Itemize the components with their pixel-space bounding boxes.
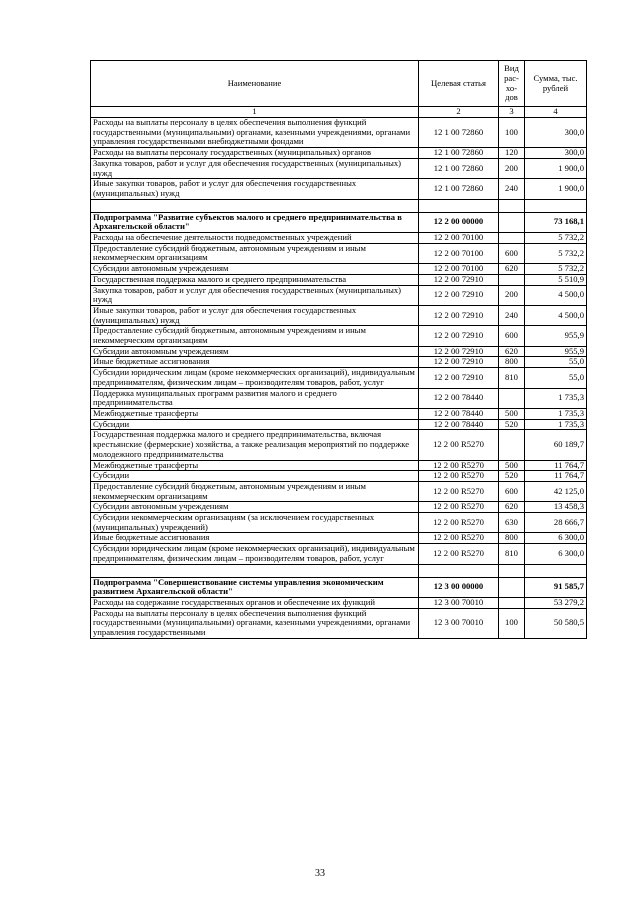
row-target-article-cell: 12 2 00 78440 [419, 408, 499, 419]
row-name-cell: Межбюджетные трансферты [91, 408, 419, 419]
row-name-cell: Иные бюджетные ассигнования [91, 357, 419, 368]
row-expense-kind-cell: 520 [499, 419, 525, 430]
row-amount-cell: 6 300,0 [525, 544, 587, 564]
row-name-cell: Расходы на выплаты персоналу в целях обеспечения выполнения функций государственными (муниципальными) органами, казенными учреждениями, органами управления государственными [91, 608, 419, 638]
table-row [91, 481, 587, 501]
row-amount-cell: 11 764,7 [525, 471, 587, 482]
row-amount-cell: 53 279,2 [525, 597, 587, 608]
table-row [91, 357, 587, 368]
row-expense-kind-cell [499, 212, 525, 232]
row-name-cell: Подпрограмма "Развитие субъектов малого и среднего предпринимательства в Архангельской области" [91, 212, 419, 232]
row-expense-kind-cell: 810 [499, 368, 525, 388]
row-target-article-cell: 12 2 00 R5270 [419, 502, 499, 513]
row-target-article-cell: 12 2 00 72910 [419, 285, 499, 305]
table-row [91, 460, 587, 471]
row-amount-cell: 5 732,2 [525, 243, 587, 263]
table-row [91, 502, 587, 513]
row-target-article-cell: 12 2 00 78440 [419, 419, 499, 430]
subprogram-row [91, 577, 587, 597]
row-target-article-cell: 12 2 00 72910 [419, 357, 499, 368]
header-row [91, 61, 587, 107]
table-row [91, 368, 587, 388]
row-target-article-cell: 12 2 00 R5270 [419, 460, 499, 471]
column-number: 1 [91, 107, 419, 118]
row-target-article-cell: 12 2 00 72910 [419, 326, 499, 346]
row-name-cell: Субсидии автономным учреждениям [91, 346, 419, 357]
row-amount-cell: 5 732,2 [525, 264, 587, 275]
spacer-row [91, 564, 587, 577]
row-amount-cell: 6 300,0 [525, 533, 587, 544]
row-expense-kind-cell: 600 [499, 243, 525, 263]
row-expense-kind-cell: 500 [499, 408, 525, 419]
row-expense-kind-cell: 200 [499, 158, 525, 178]
row-name-cell: Иные закупки товаров, работ и услуг для обеспечения государственных (муниципальных) нужд [91, 305, 419, 325]
row-name-cell: Субсидии автономным учреждениям [91, 264, 419, 275]
column-number: 4 [525, 107, 587, 118]
row-expense-kind-cell: 600 [499, 326, 525, 346]
row-amount-cell: 1 900,0 [525, 158, 587, 178]
row-amount-cell: 60 189,7 [525, 430, 587, 460]
row-expense-kind-cell: 240 [499, 305, 525, 325]
row-name-cell: Предоставление субсидий бюджетным, автономным учреждениям и иным некоммерческим организациям [91, 243, 419, 263]
spacer-row [91, 199, 587, 212]
row-amount-cell: 1 735,3 [525, 388, 587, 408]
row-expense-kind-cell: 620 [499, 264, 525, 275]
table-row [91, 158, 587, 178]
row-amount-cell: 42 125,0 [525, 481, 587, 501]
table-row [91, 264, 587, 275]
table-row [91, 544, 587, 564]
row-amount-cell: 1 900,0 [525, 179, 587, 199]
column-number: 3 [499, 107, 525, 118]
row-amount-cell: 1 735,3 [525, 419, 587, 430]
row-name-cell: Субсидии некоммерческим организациям (за исключением государственных (муниципальных) учреждений) [91, 513, 419, 533]
row-name-cell: Поддержка муниципальных программ развития малого и среднего предпринимательства [91, 388, 419, 408]
row-target-article-cell: 12 2 00 R5270 [419, 533, 499, 544]
row-amount-cell: 4 500,0 [525, 305, 587, 325]
row-amount-cell: 11 764,7 [525, 460, 587, 471]
row-expense-kind-cell: 520 [499, 471, 525, 482]
row-target-article-cell: 12 3 00 00000 [419, 577, 499, 597]
row-name-cell: Расходы на содержание государственных органов и обеспечение их функций [91, 597, 419, 608]
table-row [91, 285, 587, 305]
table-row [91, 326, 587, 346]
row-target-article-cell: 12 2 00 R5270 [419, 544, 499, 564]
row-target-article-cell: 12 2 00 72910 [419, 368, 499, 388]
row-expense-kind-cell [499, 597, 525, 608]
row-amount-cell: 28 666,7 [525, 513, 587, 533]
row-target-article-cell: 12 2 00 72910 [419, 274, 499, 285]
row-amount-cell: 55,0 [525, 368, 587, 388]
row-target-article-cell: 12 2 00 R5270 [419, 513, 499, 533]
row-expense-kind-cell: 240 [499, 179, 525, 199]
row-expense-kind-cell: 100 [499, 118, 525, 148]
row-target-article-cell: 12 1 00 72860 [419, 158, 499, 178]
row-expense-kind-cell [499, 388, 525, 408]
row-amount-cell: 5 732,2 [525, 233, 587, 244]
row-expense-kind-cell: 100 [499, 608, 525, 638]
table-row [91, 471, 587, 482]
spacer-cell [419, 564, 499, 577]
row-name-cell: Закупка товаров, работ и услуг для обеспечения государственных (муниципальных) нужд [91, 158, 419, 178]
row-name-cell: Субсидии [91, 471, 419, 482]
spacer-cell [499, 199, 525, 212]
spacer-cell [91, 564, 419, 577]
row-name-cell: Закупка товаров, работ и услуг для обеспечения государственных (муниципальных) нужд [91, 285, 419, 305]
row-target-article-cell: 12 3 00 70010 [419, 597, 499, 608]
table-row [91, 346, 587, 357]
table-row [91, 419, 587, 430]
header-name: Наименование [91, 61, 419, 107]
row-amount-cell: 1 735,3 [525, 408, 587, 419]
row-target-article-cell: 12 2 00 70100 [419, 233, 499, 244]
spacer-cell [499, 564, 525, 577]
header-sum: Сумма, тыс. рублей [525, 61, 587, 107]
row-expense-kind-cell: 200 [499, 285, 525, 305]
row-name-cell: Межбюджетные трансферты [91, 460, 419, 471]
row-target-article-cell: 12 1 00 72860 [419, 148, 499, 159]
row-target-article-cell: 12 1 00 72860 [419, 179, 499, 199]
row-amount-cell: 5 510,9 [525, 274, 587, 285]
row-expense-kind-cell [499, 233, 525, 244]
table-row [91, 233, 587, 244]
row-expense-kind-cell: 620 [499, 502, 525, 513]
row-amount-cell: 300,0 [525, 118, 587, 148]
row-name-cell: Предоставление субсидий бюджетным, автономным учреждениям и иным некоммерческим организациям [91, 481, 419, 501]
row-expense-kind-cell: 630 [499, 513, 525, 533]
row-target-article-cell: 12 2 00 R5270 [419, 471, 499, 482]
row-target-article-cell: 12 2 00 R5270 [419, 481, 499, 501]
row-name-cell: Субсидии автономным учреждениям [91, 502, 419, 513]
table-row [91, 408, 587, 419]
spacer-cell [525, 564, 587, 577]
page-number: 33 [315, 868, 325, 879]
row-name-cell: Субсидии юридическим лицам (кроме некоммерческих организаций), индивидуальным предпринимателям, физическим лицам – производителям товаров, работ, услуг [91, 544, 419, 564]
header-target-article: Целевая статья [419, 61, 499, 107]
row-amount-cell: 91 585,7 [525, 577, 587, 597]
row-target-article-cell: 12 2 00 72910 [419, 305, 499, 325]
row-target-article-cell: 12 2 00 72910 [419, 346, 499, 357]
row-name-cell: Подпрограмма "Совершенствование системы управления экономическим развитием Архангельской области" [91, 577, 419, 597]
table-row [91, 513, 587, 533]
row-expense-kind-cell: 620 [499, 346, 525, 357]
row-target-article-cell: 12 2 00 78440 [419, 388, 499, 408]
row-expense-kind-cell: 500 [499, 460, 525, 471]
row-expense-kind-cell: 810 [499, 544, 525, 564]
budget-table [90, 60, 587, 639]
row-target-article-cell: 12 2 00 70100 [419, 243, 499, 263]
subprogram-row [91, 212, 587, 232]
table-row [91, 148, 587, 159]
spacer-cell [525, 199, 587, 212]
column-number: 2 [419, 107, 499, 118]
header-expense-kind: Вид рас- хо- дов [499, 61, 525, 107]
row-name-cell: Предоставление субсидий бюджетным, автономным учреждениям и иным некоммерческим организациям [91, 326, 419, 346]
table-row [91, 274, 587, 285]
column-number-row [91, 107, 587, 118]
table-row [91, 533, 587, 544]
table-row [91, 118, 587, 148]
row-expense-kind-cell: 800 [499, 533, 525, 544]
row-target-article-cell: 12 3 00 70010 [419, 608, 499, 638]
row-amount-cell: 300,0 [525, 148, 587, 159]
row-amount-cell: 73 168,1 [525, 212, 587, 232]
row-expense-kind-cell: 120 [499, 148, 525, 159]
row-name-cell: Субсидии [91, 419, 419, 430]
row-expense-kind-cell [499, 430, 525, 460]
spacer-cell [419, 199, 499, 212]
table-row [91, 608, 587, 638]
row-amount-cell: 955,9 [525, 326, 587, 346]
table-row [91, 430, 587, 460]
row-name-cell: Иные закупки товаров, работ и услуг для обеспечения государственных (муниципальных) нужд [91, 179, 419, 199]
row-name-cell: Государственная поддержка малого и среднего предпринимательства, включая крестьянские (фермерские) хозяйства, а также реализация мероприятий по поддержке молодежного предпринимательства [91, 430, 419, 460]
table-row [91, 388, 587, 408]
row-target-article-cell: 12 1 00 72860 [419, 118, 499, 148]
row-expense-kind-cell: 800 [499, 357, 525, 368]
row-target-article-cell: 12 2 00 00000 [419, 212, 499, 232]
spacer-cell [91, 199, 419, 212]
row-name-cell: Субсидии юридическим лицам (кроме некоммерческих организаций), индивидуальным предпринимателям, физическим лицам – производителям товаров, работ, услуг [91, 368, 419, 388]
row-target-article-cell: 12 2 00 R5270 [419, 430, 499, 460]
row-target-article-cell: 12 2 00 70100 [419, 264, 499, 275]
row-expense-kind-cell [499, 274, 525, 285]
row-name-cell: Государственная поддержка малого и среднего предпринимательства [91, 274, 419, 285]
table-row [91, 243, 587, 263]
row-name-cell: Расходы на выплаты персоналу государственных (муниципальных) органов [91, 148, 419, 159]
row-amount-cell: 955,9 [525, 346, 587, 357]
table-row [91, 305, 587, 325]
row-name-cell: Расходы на выплаты персоналу в целях обеспечения выполнения функций государственными (муниципальными) органами, казенными учреждениями, органами управления государственными внебюджетными фондами [91, 118, 419, 148]
row-name-cell: Расходы на обеспечение деятельности подведомственных учреждений [91, 233, 419, 244]
row-expense-kind-cell [499, 577, 525, 597]
row-amount-cell: 55,0 [525, 357, 587, 368]
row-expense-kind-cell: 600 [499, 481, 525, 501]
row-amount-cell: 50 580,5 [525, 608, 587, 638]
row-amount-cell: 13 458,3 [525, 502, 587, 513]
row-amount-cell: 4 500,0 [525, 285, 587, 305]
table-row [91, 179, 587, 199]
table-row [91, 597, 587, 608]
table-body [91, 118, 587, 639]
row-name-cell: Иные бюджетные ассигнования [91, 533, 419, 544]
